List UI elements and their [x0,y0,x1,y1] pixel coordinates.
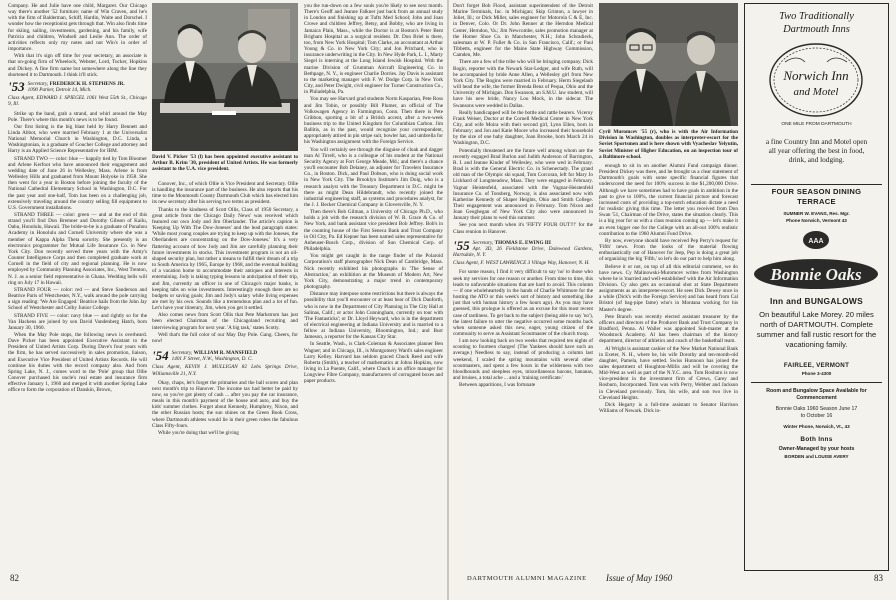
ad-season: Bonnie Oaks 1960 Season June 17 to October 16 [775,406,858,419]
class-number: '53 [8,80,25,94]
ad-winter: Winter Phone, Norwich, Vt., 43 [783,424,850,429]
photo-caption: Cyril Muromcev '55 (r), who is with the Air Information Division in Washington, doubles as interpreter-escort for the Soviet Sportsmen and is here shown with Vyacheslav Yelyutin, Soviet Minister of Higher Education, on an inspection tour of a Baltimore school. [599,129,738,160]
secretary-name: FREDERICK H. STEPHENS JR. [49,80,125,87]
paragraph: You may see Harvard grad students Norm Kasparian, Pete Ross and Jim Tobin, or possibly Bill Plumer, an official of The Volkswagen Agency in Farmington, Conn. Then there is Pete Gribbon, sporting a bit of a British accent, after a two-week business trip to the United Kingdom for Columbian Carbon. Jim Ballitis, as in the past, would recognize your correspondent, appropriately attired in pin stripe suit, bowler hat, and umbrella for his Washington assignment with the Foreign Service. [304,96,443,146]
ad-tagline: a fine Country Inn and Motel open all year offering the best in food, drink, and lodging. [765,137,868,164]
paragraph: STRAND FIVE — color: navy blue — and rightly so for the Van Hackens are joined by son David Vandenberg Hatch, born January 30, 1960. [8,312,147,331]
ad-owners: Owner-Managed by your hosts [778,446,855,452]
paragraph: you the run-down on a few souls you're likely to see next month. There's Geoff and Jeanne Falkner just back from an annual study in London and finishing up at Tufts Med School; John and Joan Crowe and children Jeffrey, Betsy, and Bobby, who are living in Jamaica Plain, Mass., while the Doctor is at Boston's Peter Bent Brigham Hospital as a surgical resident. Dr. Don Briel is there, too, from New York Hospital; Tom Clarke, an accountant at Arthur Young & Co. in New York City; and Jon Pritchard, who is insurance underwriting in the City. In New Hyde Park, L. I., Marty Siegel is interning at the Long Island Jewish Hospital. With the marine Division of Grumman Aircraft Engineering Co. in Bethpage, N. Y., is engineer Charlie Dorries. Jay Davis is assistant to the marketing manager with F. W. Dodge Corp. in New York City, and Peter Dwight, civil engineer for Turner Construction Co., in Philadelphia, Pa. [304,3,443,96]
ad-manager: SUMNER W. EVANS, Res. Mgr. [783,211,850,216]
issue-date: Issue of May 1960 [606,573,673,583]
paragraph: There are a few of the tribe who will be bringing company. Dick Bogin, reporter with the Newark Star-Ledger, and wife Ruth, will be accompanied by bride Anne Allen, a Wellesley girl from New York City. The Rogins were married in February. Herm Siegelaub will head the wife, the former Brenda Benz of Pequa, Ohio and the University of Michigan. Don Swanson, an S.M.U. law student, will have his new bride, Nancy Lou Mock, in the sidecar. The Swansons were wedded in Dallas. [453,59,593,109]
paragraph: You might get caught in the range finder of the Polaroid Corporation's staff photographer Nick Dean of Cambridge, Mass. Nick recently exhibited his photographs in 'The Sense of Abstraction,' an exhibition at the Museum of Modern Art, New York City, demonstrating a major trend in contemporary photography. [304,253,443,291]
left-column-3 [304,3,443,569]
class-number: '54 [152,350,169,363]
magazine-footer: DARTMOUTH ALUMNI MAGAZINE [467,575,587,582]
paragraph: Our first listing is the big blast held by Harry Bennett and Linda Abbot, who were married February 1 at the Universalist National Memorial Church in Washington, D.C. Linda, a Washingtonian, is a graduate of Goucher College and attorney and Harry is an Applied Science Representative for IBM. [8,123,147,155]
photo-image [152,3,298,151]
paragraph: Al Wright is assistant cashier of the New Market National Bank in Exeter, N. H., where he, his wife Dorothy and ten-month-old daughter, Pamela, have settled. Swiss Hunnoon has joined the sales department of Houghton-Millis and will be covering the Mid-West as well as part of the N.Y.C. area. Tom Rosburn is now vice-president in the investment firm of Crews, Carey and Rosburn, Incorporated. Tom was with Perry, Webber and Jackson in Cleveland previously. Tom, his wife, and son two live in Cleveland Heights. [599,345,738,401]
inn-advertisement [744,3,889,571]
divider [751,184,882,185]
norwich-inn-logo [745,40,887,120]
secretary-label: Secretary, [171,350,193,357]
ad-rates: Room and Bungalow Space Available for Commencement [766,388,867,401]
secretary-name: THOMAS E. EWING III [494,239,551,246]
page-number-left: 82 [10,573,19,583]
paragraph: I am now looking back on two weeks that required ten nights of scouting to fourteen charges! (The Yankees should have such an average.) Needless to say, instead of producing a column last weekend, I scaled the spring mountains with several other scoutmasters, and spent a few hours in the wilderness with two bloodhounds and sleepless eyes, miscellaneous bacons, bananas, and bruises, a total ache ... and a 'training certificate.' [453,338,593,382]
ad-location: Phone Norwich, Vermont 43 [786,218,847,223]
ad-description: On beautiful Lake Morey. 20 miles north of DARTMOUTH. Complete summer and fall rustic resort for the vacationing family. [756,310,877,349]
secretary-label: Secretary, [472,239,494,246]
class-heading-54 [152,350,298,362]
paragraph: enough to sit in on another Alumni Fund campaign dinner. President Dickey was there, and he brought us a clear statement of Dartmouth's goals with some specific financial figures that underscored the need for 100% success in the $1,200,000 Drive. Although we have sometimes had to have goals in ambition in the past to give to 100%, the current financial picture and forecast increased costs of providing a top-notch education dictate a need for realistic giving this time. The letter you received from Don Swan '51, Chairman of the Drive, states the situation clearly. This is a big year for us with a class reunion coming up — let's make it an even bigger one for the College with an all-out 100% realistic contribution to the 1960 Alumni Fund Drive. [599,163,738,237]
page-number-right: 83 [874,573,883,583]
class-agent: Class Agent, EDWARD J. SPIEGEL 1061 West 55th St., Chicago 9, Ill. [8,95,147,108]
paragraph: See you next month when it's 'FIFTY FOUR OUT!!!' for the Class reunion in Hanover. [453,222,593,235]
logo-line-1: Norwich Inn [783,68,849,83]
paragraph: Also comes news from Scott Ollis that Pete Markstrom has just been elected Chairman of the Chicagoland recruiting and interviewing program for next year. 'A big task,' states Scotty. [152,312,298,331]
ad-distance: ONE MILE FROM DARTMOUTH [781,122,852,127]
paragraph: By now, everyone should have received Pep Perry's request for 'Fifth' news. From the looks of the material flowing enthusiastically out of Hanover for Jeep, Pep is doing a great job of organizing the big 'Fifth,' so let's do our part to help him along. [599,237,738,263]
paragraph: Then there's Bob Gilman, a University of Chicago Ph.D., who holds a job with the research division of W. R. Grace & Co. of New York, and bank assistant vice president Bob Jeffrey. Bob's in the counting house of the First Seneca Bank and Trust Company in Oil City, Pa. Ed Kepner has been named sales representative for Anheuser-Busch Corp., division of Sun Chemical Corp. of Philadelphia. [304,209,443,253]
paragraph: Distance may interpose some restrictions but there is always the possibility that you'll encounter or at least hear of Dick Danforth, who is now in the Department of City Planning in The City Hall at Salinas, Calif.; or actor John Cunningham, currently on tour with 'The Fantasticks'; or Dr. Lloyd Heyward, who is in the department of electrical engineering at Indiana University and is married to a fellow at Indiana University, Bloomington, Ind.; and Burr Jameson, a reporter for the Kansas City Star. [304,291,443,341]
paragraph: With that it's sign off time for your secretary, an associate is that on-going firm of Wheelock, Webster, Lord, Tucker, Hopkins and Dickey. A fine firm name but somewhere along the line they shortened it to Dartmouth. I think it'll stick. [8,53,147,78]
photo-caption: David V. Picker '53 (l) has been appointed executive assistant to Arthur B. Krim '30, president of United Artists. He was formerly assistant to the U.A. vice president. [152,154,298,173]
class-number: '55 [453,239,470,253]
secretary-address: Apt. 3D, 26 Fieldstone Drive, Dalewood Gardens, Hartsdale, N. Y. [453,245,593,259]
paragraph: Company. He and Julie have one child, Margaret. Our Chicago way there's another '52 furniture; name of Win Craven, and he's with the firm of Balderman, Schiff, Hardin, Waite and Dorschel. I wonder how the receptionist gets through that. Win also finds time for skiing, sailing, investments, gardening, and his family, wife Patricia and children, Windsell and Leslie Ann. The order of activities reflects only my notes and not Win's in order of importance. [8,3,147,53]
ad-subtitle: Inn and BUNGALOWS [769,296,864,306]
photo-image [599,3,738,126]
divider [751,382,882,383]
paragraph: For some reason, I find it very difficult to say 'no' to those who seek my services for one reason or another. From time to time, this leads to unfavorable situations that are hard to avoid. This column — if one wholeheartedly in the hands of Charlie Whitmore for the hosting the ATO or this week's sort of history and something like just that with human history a few hours ago). As you may have guessed, this prologue is offered as an excuse for this most recent case of tardiness. To get back to the subject (being able to say 'no'), the latest failure to utter the negative occurred some months back when someone asked this new, eager, young citizen of the community to serve as Assistant Scoutmaster of the church troop. [453,269,593,337]
paragraph: Between apparitions, I was fortunate [459,382,536,389]
paragraph: STRAND FOUR — color: red — and Steve Sanderson and Beatrice Paris of Westchester, N.Y., walk around the pole carrying a sign reading: 'We Are Engaged.' Beatrice hails from the John Jay School of Westchester and Colby Junior College. [8,286,147,312]
secretary-address: 1401 F Street, N.W., Washington, D. C. [171,356,253,363]
photo-picker-krim [152,3,298,151]
left-column-2 [152,181,298,569]
ad-both: Both Inns [800,436,833,443]
ad-names: BORDEN and LOUISE AVERY [784,454,849,459]
aaa-text: AAA [808,238,824,245]
bonnie-oaks-logo [745,256,887,292]
paragraph: Thanks to the kindness of Scott Ollis, Class of 1950 Secretary, a great article from the Chicago Daily News' was received which featured our own Jody and Jim Oberlander. The article's caption is 'Keeping Up With The Dow-Joneses' and the lead paragraph states: 'While most young couples are trying to keep up with the Joneses, the Oberlanders are concentrating on the Dow-Joneses.' It's a very flattering account of how Jody and Jim are carefully planning their future investments in stocks. This investment program is not an oil-shaped security plan, but rather a means to fulfill their dream of a trip to South America by 1965, Europe by 1968, and the eventual building of a vacation home to accommodate their antiques and interests in entertaining. Jody is taking typing lessons in anticipation of their trip, and Jim, currently an officer in one of Chicago's major banks, is keeping tabs on wise investments. Interestingly enough there are no budgets or saving goals; Jim and Jody's salary while living expenses are met by his own. Sounds like a tremendous plan and a lot of fun. Let's have your itinerary, Jim, when you get it settled. [152,206,298,312]
left-column-1 [8,3,147,569]
logo-line-2: and Motel [793,86,839,98]
secretary-name: WILLIAM R. MANSFIELD [193,350,258,357]
paragraph: Pete Branch was recently elected assistant treasurer by the officers and directors of the Producer Bank and Trust Company in Bradford, Penna. Al Waller was appointed Sub-master at the Woodstock Academy. Al has been chairman of the history department, director of athletics and coach of the basketball team. [599,313,738,345]
paragraph: Strike up the band, grab a strand, and whirl around the May Pole. There's where this month's news is to be found. [8,110,147,123]
paragraph: You will certainly see through the disguise of cloak and dagger man Al Tirrell, who is a colleague of his student at the National Security Agency at Fort George Meade, Md.; and there's a chance you'll encounter Bob Delaney, an adjuster for Travelers Insurance Co., in Boston. Dick, and Paul Dobson, who is doing social work in New York City. The Brooklyn Institute's Jim Doig, who is a research analyst with the Treasury Department in D.C. might be there as might Dean Hildebrandt, who recently joined the industrial engineering staff, as systems and procedures analyst, for the J. J. Becker Chemical Company in Gloversville, N. Y. [304,146,443,208]
paragraph: Really handicapped will be the bottle and rattle bearers. Viceroy Frank Weiser, Doctor at the Cornell Medical Center in New York City, and wife Moira with their second girl, Lynn Ellen, born in February; and Jon and Katie Moore who increased their household by the size of one baby daughter, Joan Brooke, born March 24 in Washington, D.C. [453,109,593,147]
paragraph: Conover, Inc., of which Ollie is Vice President and Secretary. Ollie is handling the insurance part of the business. He also reports that his time to the Monmouth County Dartmouth Club which has elected him its new secretary after his serving two terms as president. [152,181,298,206]
paragraph: Potentially threatened are the future well among whom are the recently engaged Brad Burlon and Judith Anderson of Barrington, R. I. and Jeanne Kinder of Wellesley, who were wed in February. Brad is with the General Electric Co. in Schenectady. The grand old man of the Olympic ski squad, Tom Corcoran, left for Mary Jo Lickhard of Longmeadow, Mass. They were engaged in February. Vagnar Heistenfeld, associated with the Vagnar-Heistenfeld Insurance Co. of Tonsberg, Norway, is also associated now with Katherine Kennedy of Shaper Heights, Ohio and Smith College. Their engagement was announced in February. Tom Nixon and Joan Geoghegan of New York City also were announced in January their plans to wed this summer. [453,147,593,222]
paragraph: Don't forget Bob Flood, assistant superintendent of the Detroit Marine Terminals, Inc. in Michigan; Skip Grinton, a lawyer in Joliet, Ill.; or Dick Miller, sales engineer for Motorola C & E, Inc. in Denver, Colo. Or Dr. John Renner at the Herndon Medical Center, Herndon, Va.; Jim Newcombe, sales promotion manager at the Homer Shoe Co. in Manchester, N.H.; John Schradieck, salesman at W. P. Fuller & Co. in San Francisco, Calif.; or Paul Tibbetts, engineer for the Maine State Highway Commission, Camden, Me. [453,3,593,59]
paragraph: Dick Hegarty is a full-time assistant to Senator Harrison Williams of Newark. Dick in- [599,401,738,415]
class-heading-53 [8,81,147,93]
class-agent: Class Agent, KEVIN J. MULLIGAN 82 Lebs Springs Drive, Williamsville 21, N.Y. [152,364,298,377]
right-column-2 [599,163,738,569]
class-agent: Class Agent, F. WEST LAWRENCE 3 Village Way, Hanover, N. H. [453,260,590,267]
paragraph: Believe it or not, on top of all this editorial comment, we do have news. Cy Malinowski-Muromcev writes from Washington where he is 'married and well-established' with the Air Information Division. Cy also gets an occasional shot at State Department assignments as an interpreter-escort. He sees Dick Dewey once in a while (Dick's with the Foreign Service) and has heard from Cal Bristol (of bag-pipe fame) who's in Montana working for his Master's degree. [599,263,738,313]
bonnie-logo-text: Bonnie Oaks [770,265,862,284]
paragraph: Okay, chaps, let's forget the primaries and the ball scores and plan next month's trip to Hanover. The income tax had better be paid by now, so you've got plenty of cash ... after you pay the car insurance, meals in this month's payment of the house and auto, and buy the kids' summer clothes. Forget about Kennedy, Humphrey, Nixon, and the other Russian hosts; the sun shines on the Green Book Cross, where Dartmouth athletes would lie in their green robes the fabulous Class Fifty-fours. [152,379,298,429]
paragraph: Well that's the full color of our May Day Pole. Gang. Cheers, for now! [152,331,298,344]
photo-muromcev [599,3,738,126]
paragraph: When the May Pole stops, the following news is overheard. Dave Picker has been appointed Executive Assistant to the President of United Artists Corp. During Dave's four years with the firm, he has served successively in sales promotion, liaison, and Executive Vice President of United Artists Records. He will continue his duties with the record company also. And from Spring Lake, N. J., comes word to the 'Pole' group that Ollie Conover purchased his uncle's real estate and insurance firm effective January 1, 1960 and merged it with another Spring Lake office to form the corporation of Danskin, Brown, [8,331,147,394]
secretary-label: Secretary, [27,80,49,87]
aaa-badge [745,229,887,251]
right-column-1 [453,3,593,569]
ad-town: FAIRLEE, VERMONT [783,362,850,369]
ad-headline: Two Traditionally Dartmouth Inns [779,11,854,35]
paragraph: STRAND TWO — color: blue — happily tied by Tom Bloomer and Arlene Kerfoot who have announced their engagement and wedding date of June 26 in Wellesley, Mass. Arlene is from Wellesley Hills and graduated from Mount Holyoke in 1958. She then went for a year in Boston before joining the faculty of the National Cathedral Elementary School in Washington, D.C. For the past year and one-half, Tom has been on a challenging job, extensively traveling around the country selling fill equipment to U.S. Government installations. [8,155,147,211]
ad-banner: FOUR SEASON DINING TERRACE [771,187,862,206]
secretary-address: 1090 Parker, Detroit 14, Mich. [27,87,92,94]
ad-phone: Phone 3-4300 [801,371,832,376]
paragraph: While you're doing that we'll be giving [158,429,239,436]
gutter [447,0,449,600]
paragraph: In Seattle, Wash., is Clark-Coleman & Associates planner Ben Wagner; and in Chicago, Ill., is Montgomery Ward's sales engineer Larry Kelley. Harvard has seldom graced Chuck Reed and wife Roberta (Smith), a teacher of mathematics at Johns Hopkins, now living in La Puente, Calif., where Chuck is an office manager for Longview Fibre Company, manufacturers of corrugated boxes and paper products. [304,341,443,385]
class-heading-55 [453,240,593,258]
paragraph: STRAND THREE — color: green — and at the end of this strand you'll find Don Bremner and Dorothy Gibson of Kailu, Oahu, Honolulu, Hawaii. The bride-to-be is a graduate of Punahou Academy in Honolulu and Cornell University where she was a member of Kappa Alpha Theta sorority. She presently is an electronics programmer for Mutual Life Insurance Co. in New York City. Don recently served three years with the Army's Counter Intelligence Corps and then completed graduate work at Cornell in the field of city and regional planning. He is now employed by Community Planning Associates, Inc., West Trenton, N. J. as a senior field representative in Ghana. Wedding bells will ring on July 17 in Hawaii. [8,212,147,286]
